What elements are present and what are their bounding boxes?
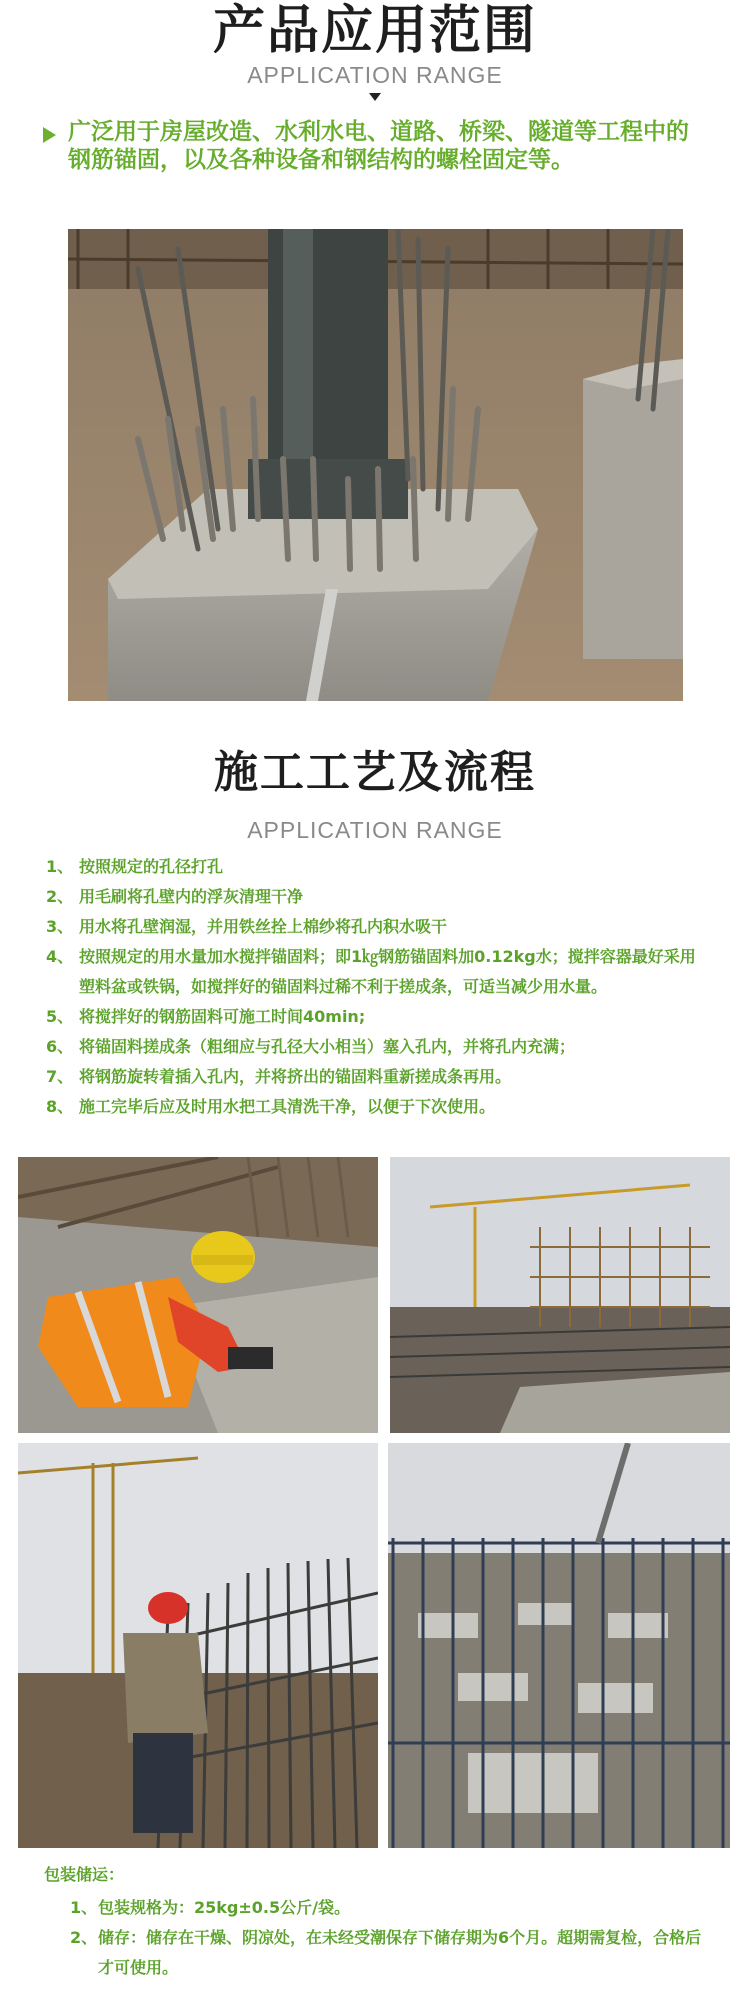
step-number: 8、	[46, 1097, 74, 1116]
list-item	[46, 1032, 706, 1062]
triangle-right-icon	[43, 127, 56, 143]
step-text: 按照规定的用水量加水搅拌锚固料；即1㎏钢筋锚固料加0.12kg水；搅拌容器最好采用塑料盆或铁锅，如搅拌好的锚固料过稀不利于搓成条，可适当减少用水量。	[79, 947, 696, 996]
step-number: 6、	[46, 1037, 74, 1056]
step-number: 7、	[46, 1067, 74, 1086]
photo-site-crane	[390, 1157, 730, 1433]
list-item	[46, 1002, 706, 1032]
list-item	[46, 1092, 706, 1122]
process-steps-list	[46, 852, 706, 1122]
step-text: 用水将孔壁润湿，并用铁丝拴上棉纱将孔内积水吸干	[79, 917, 448, 936]
list-item	[46, 942, 706, 1002]
step-number: 3、	[46, 917, 74, 936]
section1-subtitle: APPLICATION RANGE	[247, 62, 503, 88]
step-number: 4、	[46, 947, 74, 966]
list-item	[46, 912, 706, 942]
list-item	[46, 882, 706, 912]
pack-number: 2、	[70, 1928, 98, 1947]
pack-text: 储存：储存在干燥、阴凉处，在未经受潮保存下储存期为6个月。超期需复检，合格后才可使用。	[98, 1928, 702, 1977]
photo-worker-rebar-wall	[18, 1443, 378, 1848]
list-item	[70, 1923, 710, 1983]
packaging-list	[70, 1893, 710, 1983]
packaging-title: 包装储运：	[44, 1865, 125, 1884]
step-text: 将钢筋旋转着插入孔内，并将挤出的锚固料重新搓成条再用。	[79, 1067, 512, 1086]
step-text: 用毛刷将孔壁内的浮灰清理干净	[79, 887, 304, 906]
intro-paragraph: 广泛用于房屋改造、水利水电、道路、桥梁、隧道等工程中的钢筋锚固，以及各种设备和钢结构的螺栓固定等。	[68, 119, 689, 173]
photo-pile-caps-rebar	[388, 1443, 730, 1848]
step-number: 2、	[46, 887, 74, 906]
photo-rebar-column-base	[68, 229, 683, 701]
step-number: 5、	[46, 1007, 74, 1026]
step-number: 1、	[46, 857, 74, 876]
step-text: 将搅拌好的钢筋固料可施工时间40min;	[79, 1007, 366, 1026]
step-text: 施工完毕后应及时用水把工具清洗干净，以便于下次使用。	[79, 1097, 496, 1116]
step-text: 将锚固料搓成条（粗细应与孔径大小相当）塞入孔内，并将孔内充满；	[79, 1037, 576, 1056]
section2-subtitle: APPLICATION RANGE	[247, 817, 503, 843]
list-item	[46, 1062, 706, 1092]
list-item	[46, 852, 706, 882]
pack-number: 1、	[70, 1898, 98, 1917]
section1-title: 产品应用范围	[212, 1, 537, 61]
photo-worker-drilling	[18, 1157, 378, 1433]
triangle-down-icon	[369, 93, 381, 101]
section2-title: 施工工艺及流程	[214, 747, 536, 798]
step-text: 按照规定的孔径打孔	[79, 857, 224, 876]
pack-text: 包装规格为：25kg±0.5公斤/袋。	[98, 1898, 350, 1917]
list-item	[70, 1893, 710, 1923]
